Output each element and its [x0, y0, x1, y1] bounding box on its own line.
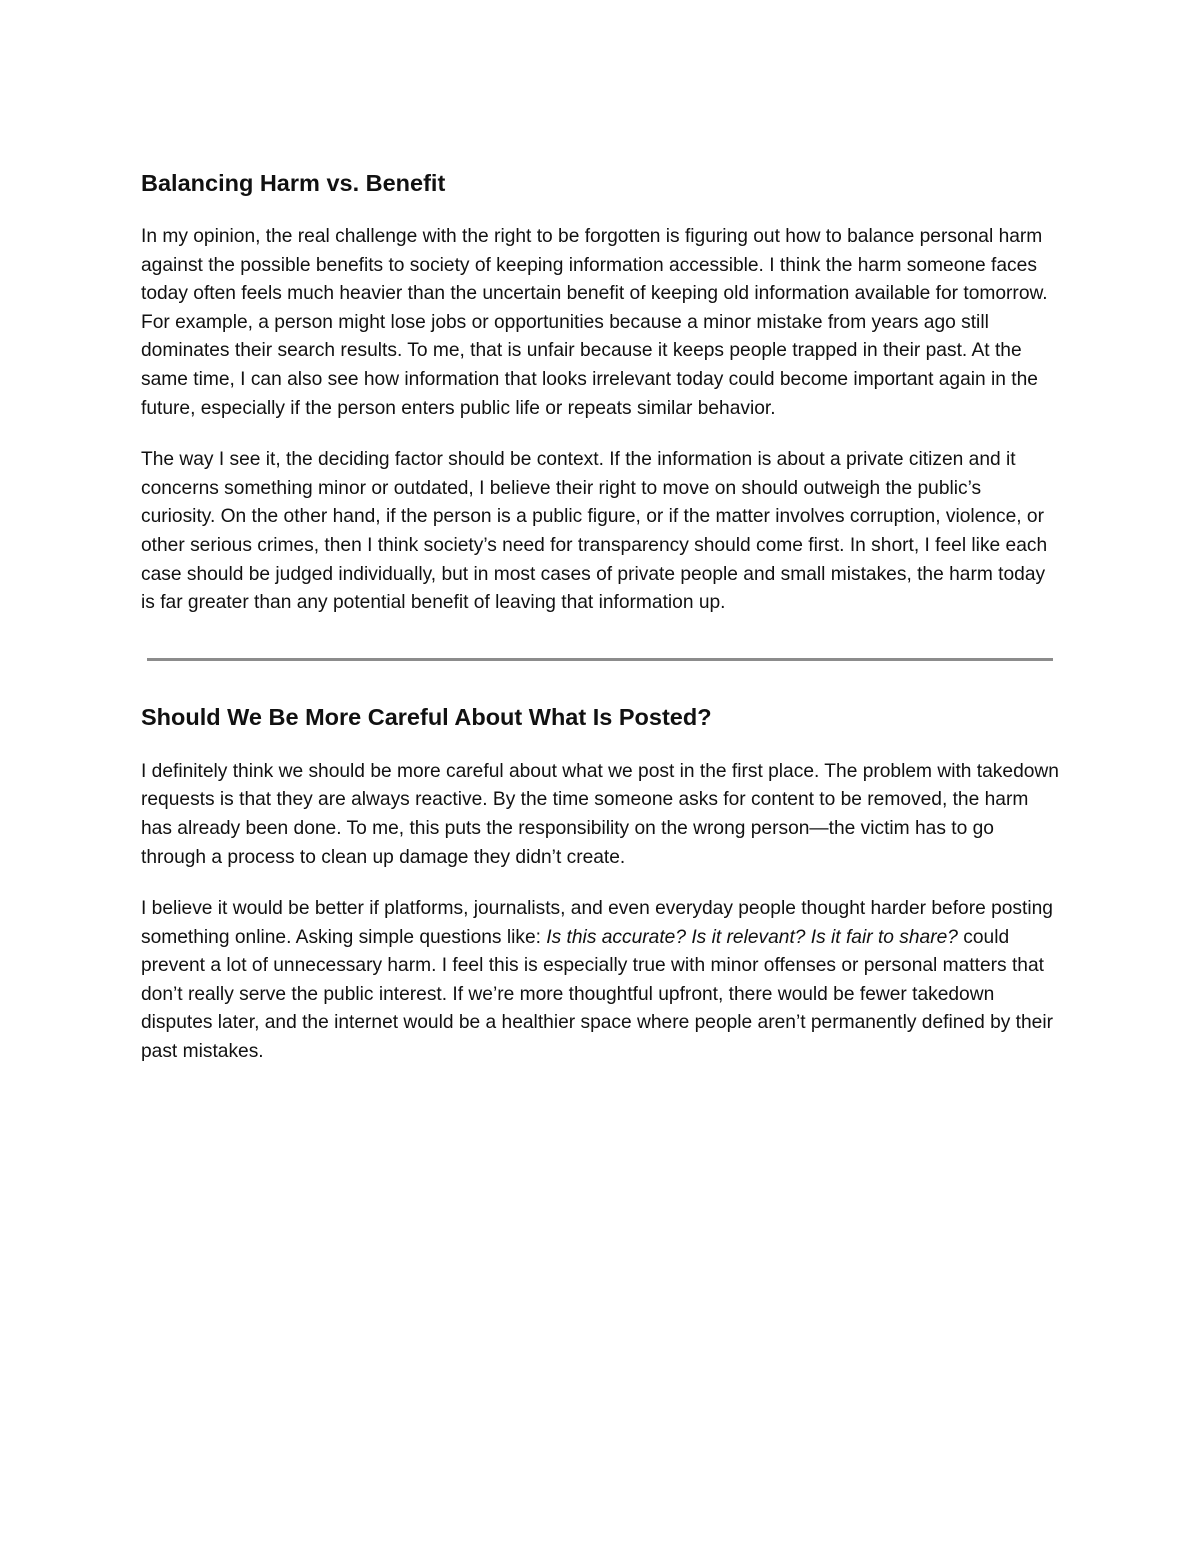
paragraph — [141, 895, 1059, 1067]
horizontal-divider — [147, 658, 1053, 661]
paragraph-text: I believe it would be better if platforms, journalists, and even everyday people thought harder before posting something online. Asking simple questions like: — [141, 898, 1053, 948]
paragraph: In my opinion, the real challenge with the right to be forgotten is figuring out how to balance personal harm against the possible benefits to society of keeping information accessible. I think the harm someone faces today often feels much heavier than the uncertain benefit of keeping old information available for tomorrow. For example, a person might lose jobs or opportunities because a minor mistake from years ago still dominates their search results. To me, that is unfair because it keeps people trapped in their past. At the same time, I can also see how information that looks irrelevant today could become important again in the future, especially if the person enters public life or repeats similar behavior. — [141, 226, 1048, 419]
document-page — [141, 168, 1059, 1067]
paragraph: I definitely think we should be more careful about what we post in the first place. The problem with takedown requests is that they are always reactive. By the time someone asks for content to be removed, the harm has already been done. To me, this puts the responsibility on the wrong person—the victim has to go through a process to clean up damage they didn’t create. — [141, 760, 1059, 868]
section-heading: Should We Be More Careful About What Is Posted? — [141, 703, 712, 730]
paragraph-text: could prevent a lot of unnecessary harm. I feel this is especially true with minor offenses or personal matters that don’t really serve the public interest. If we’re more thoughtful upfront, there would be fewer takedown disputes later, and the internet would be a healthier space where people aren’t permanently defined by their past mistakes. — [141, 926, 1053, 1063]
italic-questions: Is this accurate? Is it relevant? Is it fair to share? — [546, 926, 958, 948]
paragraph: The way I see it, the deciding factor should be context. If the information is about a private citizen and it concerns something minor or outdated, I believe their right to move on should outweigh the public’s curiosity. On the other hand, if the person is a public figure, or if the matter involves corruption, violence, or other serious crimes, then I think society’s need for transparency should come first. In short, I feel like each case should be judged individually, but in most cases of private people and small mistakes, the harm today is far greater than any potential benefit of leaving that information up. — [141, 449, 1048, 614]
section-balancing-harm — [141, 168, 1059, 618]
section-careful-posting — [141, 702, 1059, 1067]
section-heading: Balancing Harm vs. Benefit — [141, 170, 446, 196]
